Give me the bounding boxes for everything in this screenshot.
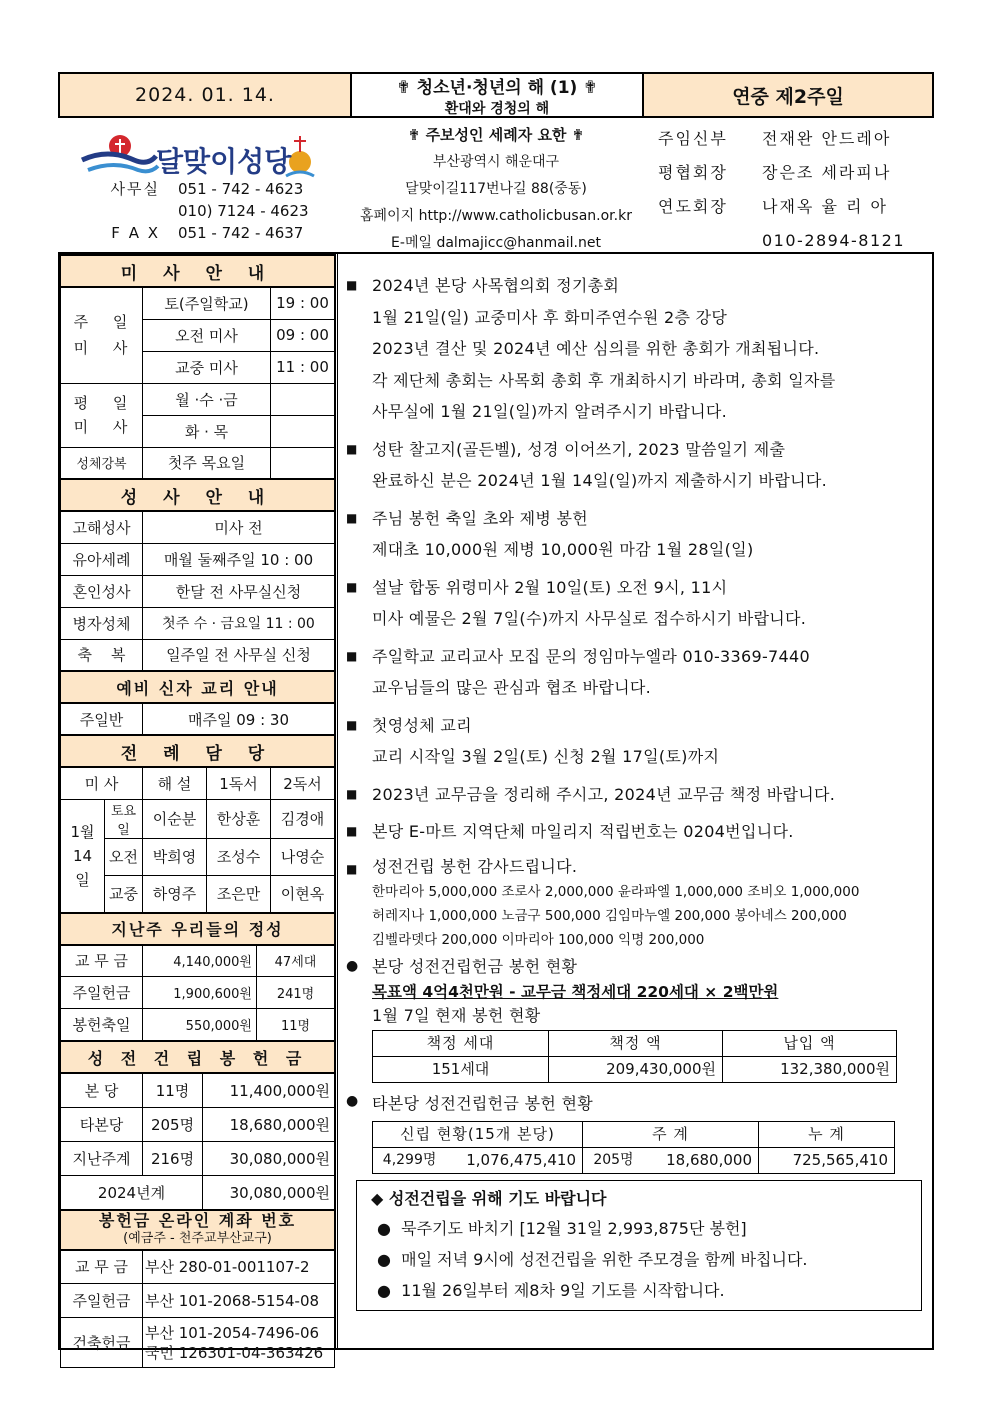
building-fund-title: 성 전 건 립 봉 헌 금 xyxy=(61,1041,335,1073)
mass-name: 화 · 목 xyxy=(143,415,271,447)
parish-fund-item: ● 본당 성전건립헌금 봉헌 현황 목표액 4억4천만원 - 교무금 책정세대 220세대 × 2백만원 1월 7일 현재 봉헌 현황 책정 세대 책정 액 납입 액 151세대 209,430,000원 132,380,000원 xyxy=(346,954,926,1083)
liturgy-header: 미 사 xyxy=(61,767,143,799)
catechism-value: 매주일 09 : 30 xyxy=(143,703,335,735)
account-name: 주일헌금 xyxy=(61,1284,143,1318)
mass-name: 토(주일학교) xyxy=(143,287,271,319)
fund-value: 725,565,410 xyxy=(759,1147,895,1173)
notice-item: ■ 첫영성체 교리 교리 시작일 3월 2일(토) 신청 2월 17일(토)까지 xyxy=(346,710,926,773)
prayer-text: 11월 26일부터 제8차 9일 기도를 시작합니다. xyxy=(401,1280,725,1300)
patron-saint: ✟ 주보성인 세례자 요한 ✟ xyxy=(407,126,585,144)
info-tables xyxy=(60,254,335,800)
prayer-text: 묵주기도 바치기 [12월 31일 2,993,875단 봉헌] xyxy=(401,1218,747,1238)
fund-name: 본 당 xyxy=(61,1073,143,1107)
mass-time xyxy=(271,415,335,447)
fund-amount: 11,400,000원 xyxy=(203,1073,335,1107)
fund-value: 132,380,000원 xyxy=(723,1056,897,1082)
parish-name: 달맞이성당 xyxy=(156,145,292,178)
left-column xyxy=(60,254,338,1362)
liturgy-header: 1독서 xyxy=(207,767,271,799)
liturgy-mass: 토요일 xyxy=(105,799,143,838)
donor-line: 한마리아 5,000,000 조로사 2,000,000 윤라파엘 1,000,000 조비오 1,000,000 xyxy=(372,883,860,900)
fax-number: 051 - 742 - 4637 xyxy=(178,224,304,242)
fund-header: 납입 액 xyxy=(723,1030,897,1056)
liturgy-reader2: 나영순 xyxy=(271,838,335,875)
notice-line: 본당 E-마트 지역단체 마일리지 적립번호는 0204번입니다. xyxy=(372,822,794,841)
weekday-mass-label: 평 일 미 사 xyxy=(61,383,143,447)
account-number: 부산 101-2054-7496-06 xyxy=(145,1323,320,1342)
liturgy-title: 전 례 담 당 xyxy=(61,735,335,767)
sacrament-value: 미사 전 xyxy=(143,511,335,543)
fund-value: 1,076,475,410 xyxy=(446,1147,582,1173)
notice-item: ■ 2023년 교무금을 정리해 주시고, 2024년 교무금 책정 바랍니다. xyxy=(346,779,926,811)
adoration-label: 성체강복 xyxy=(61,447,143,479)
prayer-item: ● 묵주기도 바치기 [12월 31일 2,993,875단 봉헌] xyxy=(377,1218,747,1238)
notice-item: ■ 주일학교 교리교사 모집 문의 정임마누엘라 010-3369-7440 교우님들의 많은 관심과 협조 바랍니다. xyxy=(346,641,926,704)
parish-fund-title: 본당 성전건립헌금 봉헌 현황 xyxy=(372,956,578,976)
other-fund-table xyxy=(372,1121,895,1174)
donors-title: 성전건립 봉헌 감사드립니다. xyxy=(372,856,578,876)
sunday-mass-label: 주 일 미 사 xyxy=(61,287,143,383)
offerings-title: 지난주 우리들의 정성 xyxy=(61,913,335,945)
notice-line: 교리 시작일 3월 2일(토) 신청 2월 17일(토)까지 xyxy=(372,747,720,766)
parish-fund-goal: 목표액 4억4천만원 - 교무금 책정세대 220세대 × 2백만원 xyxy=(372,982,779,1001)
prayer-item: ● 11월 26일부터 제8차 9일 기도를 시작합니다. xyxy=(377,1280,725,1300)
mass-time: 19 : 00 xyxy=(271,287,335,319)
sacrament-value: 첫주 수 · 금요일 11 : 00 xyxy=(143,607,335,639)
offering-amount: 4,140,000원 xyxy=(143,945,257,977)
other-fund-title: 타본당 성전건립헌금 봉헌 현황 xyxy=(372,1093,593,1113)
fund-header: 누 계 xyxy=(759,1121,895,1147)
notice-item: ■ 본당 E-마트 지역단체 마일리지 적립번호는 0204번입니다. xyxy=(346,816,926,848)
prayer-text: 매일 저녁 9시에 성전건립을 위한 주모경을 함께 바칩니다. xyxy=(401,1249,808,1269)
office-contacts xyxy=(98,178,309,244)
sacrament-value: 일주일 전 사무실 신청 xyxy=(143,639,335,671)
offering-name: 교 무 금 xyxy=(61,945,143,977)
notice-line: 2023년 교무금을 정리해 주시고, 2024년 교무금 책정 바랍니다. xyxy=(372,784,836,804)
liturgy-commentator: 이순분 xyxy=(143,799,207,838)
offering-count: 241명 xyxy=(257,977,335,1009)
fund-amount: 18,680,000원 xyxy=(203,1107,335,1141)
sacrament-value: 매월 둘째주일 10 : 00 xyxy=(143,543,335,575)
homepage-link[interactable]: 홈페이지 http://www.catholicbusan.or.kr xyxy=(360,208,632,224)
account-building-label: 건축헌금 xyxy=(61,1318,143,1368)
mass-name: 오전 미사 xyxy=(143,319,271,351)
notice-line: 첫영성체 교리 xyxy=(372,715,472,735)
notice-line: 주님 봉헌 축일 초와 제병 봉헌 xyxy=(372,508,589,528)
parish-logo xyxy=(78,126,308,186)
fund-header: 책정 세대 xyxy=(373,1030,549,1056)
parish-header xyxy=(58,118,934,250)
fund-amount: 30,080,000원 xyxy=(203,1141,335,1175)
notice-line: 주일학교 교리교사 모집 문의 정임마누엘라 010-3369-7440 xyxy=(372,646,810,666)
notice-line: 교우님들의 많은 관심과 협조 바랍니다. xyxy=(372,678,652,697)
offering-amount: 1,900,600원 xyxy=(143,977,257,1009)
notices-column xyxy=(346,270,926,1300)
other-fund-item: ● 타본당 성전건립헌금 봉헌 현황 신립 현황(15개 본당) 주 계 누 계 4,299명 1,076,475,410 205명 18,680,000 725,565,410 xyxy=(346,1089,926,1174)
account-number: 부산 280-01-001107-2 xyxy=(143,1250,335,1284)
staff-row: 주임신부 전재완 안드레아 xyxy=(658,129,892,148)
catechism-label: 주일반 xyxy=(61,703,143,735)
offering-count: 11명 xyxy=(257,1009,335,1041)
fund-year-label: 2024년계 xyxy=(61,1175,203,1209)
accounts-subtitle: (예금주 - 천주교부산교구) xyxy=(123,1230,272,1246)
offering-name: 봉헌축일 xyxy=(61,1009,143,1041)
notice-line: 2023년 결산 및 2024년 예산 심의를 위한 총회가 개최됩니다. xyxy=(372,339,820,358)
bulletin-date: 2024. 01. 14. xyxy=(60,74,352,116)
office-label: 사무실 xyxy=(110,180,160,198)
fund-value: 4,299명 xyxy=(373,1147,447,1173)
offering-name: 주일헌금 xyxy=(61,977,143,1009)
notice-line: 미사 예물은 2월 7일(수)까지 사무실로 접수하시기 바랍니다. xyxy=(372,609,807,628)
staff-phone: 010-2894-8121 xyxy=(762,231,906,250)
address-line1: 부산광역시 해운대구 xyxy=(432,154,560,170)
account-number: 부산 101-2068-5154-08 xyxy=(143,1284,335,1318)
prayer-item: ● 매일 저녁 9시에 성전건립을 위한 주모경을 함께 바칩니다. xyxy=(377,1249,808,1269)
notice-line: 설날 합동 위령미사 2월 10일(토) 오전 9시, 11시 xyxy=(372,577,728,597)
offering-amount: 550,000원 xyxy=(143,1009,257,1041)
parish-address xyxy=(350,122,642,257)
liturgy-header: 2독서 xyxy=(271,767,335,799)
notice-line: 성탄 찰고지(골든벨), 성경 이어쓰기, 2023 말씀일기 제출 xyxy=(372,439,786,459)
notice-item: ■ 설날 합동 위령미사 2월 10일(토) 오전 9시, 11시 미사 예물은 2월 7일(수)까지 사무실로 접수하시기 바랍니다. xyxy=(346,572,926,635)
notice-item: ■ 주님 봉헌 축일 초와 제병 봉헌 제대초 10,000원 제병 10,000원 마감 1월 28일(일) xyxy=(346,503,926,566)
fund-header: 신립 현황(15개 본당) xyxy=(373,1121,583,1147)
fund-count: 216명 xyxy=(143,1141,203,1175)
fund-header: 책정 액 xyxy=(549,1030,723,1056)
liturgy-date: 1월 14일 xyxy=(61,799,105,912)
theme-line1: ✟ 청소년·청년의 해 (1) ✟ xyxy=(396,77,598,98)
notice-item: ■ 성탄 찰고지(골든벨), 성경 이어쓰기, 2023 말씀일기 제출 완료하신 분은 2024년 1월 14일(일)까지 제출하시기 바랍니다. xyxy=(346,434,926,497)
accounts-table xyxy=(60,1209,335,1369)
fund-count: 11명 xyxy=(143,1073,203,1107)
prayer-title: ◆ 성전건립을 위해 기도 바랍니다 xyxy=(371,1188,607,1208)
bulletin-body xyxy=(58,252,934,1362)
mass-title: 미 사 안 내 xyxy=(61,255,335,287)
fund-value: 209,430,000원 xyxy=(549,1056,723,1082)
notice-line: 사무실에 1월 21일(일)까지 알려주시기 바랍니다. xyxy=(372,402,728,421)
parish-fund-table xyxy=(372,1030,897,1083)
office-phone2: 010) 7124 - 4623 xyxy=(178,202,309,220)
building-fund-table xyxy=(60,1040,335,1210)
notice-line: 1월 21일(일) 교중미사 후 화미주연수원 2층 강당 xyxy=(372,307,728,327)
fund-value: 205명 xyxy=(583,1147,644,1173)
liturgy-reader1: 조은만 xyxy=(207,875,271,912)
adoration-value: 첫주 목요일 xyxy=(143,447,271,479)
email-link[interactable]: E-메일 dalmajicc@hanmail.net xyxy=(391,235,601,251)
theme-line2: 환대와 경청의 해 xyxy=(444,100,550,117)
mass-time xyxy=(271,383,335,415)
year-theme xyxy=(352,74,644,116)
mass-time: 11 : 00 xyxy=(271,351,335,383)
bulletin-page xyxy=(58,72,934,1362)
account-number: 국민 126301-04-363426 xyxy=(145,1343,324,1362)
donor-line: 김벨라뎃다 200,000 이마리아 100,000 익명 200,000 xyxy=(372,931,705,948)
sacrament-value: 한달 전 사무실신청 xyxy=(143,575,335,607)
liturgy-header: 해 설 xyxy=(143,767,207,799)
fund-name: 타본당 xyxy=(61,1107,143,1141)
accounts-title-text: 봉헌금 온라인 계좌 번호 xyxy=(98,1210,297,1230)
liturgy-reader1: 조성수 xyxy=(207,838,271,875)
offering-count: 47세대 xyxy=(257,945,335,977)
account-building xyxy=(143,1318,335,1368)
staff-row: 평협회장 장은조 세라피나 xyxy=(658,163,892,182)
liturgy-mass: 교중 xyxy=(105,875,143,912)
top-bar xyxy=(58,72,934,118)
address-line2: 달맞이길117번나길 88(중동) xyxy=(405,181,587,197)
liturgy-reader1: 한상훈 xyxy=(207,799,271,838)
liturgy-reader2: 이현옥 xyxy=(271,875,335,912)
liturgy-reader2: 김경애 xyxy=(271,799,335,838)
fund-value: 18,680,000 xyxy=(644,1147,759,1173)
sacrament-name: 고해성사 xyxy=(61,511,143,543)
mass-name: 교중 미사 xyxy=(143,351,271,383)
office-phone1: 051 - 742 - 4623 xyxy=(178,180,304,198)
accounts-title xyxy=(61,1210,335,1250)
donors-item: ■ 성전건립 봉헌 감사드립니다. 한마리아 5,000,000 조로사 2,000,000 윤라파엘 1,000,000 조비오 1,000,000 허레지나 1,000,000 노금구 500,000 김임마누엘 200,000 봉아네스 200,000 김벨라뎃다 200,000 이마리아 100,000 익명 200,000 xyxy=(346,854,926,952)
sacrament-name: 병자성체 xyxy=(61,607,143,639)
mass-time: 09 : 00 xyxy=(271,319,335,351)
liturgy-commentator: 하영주 xyxy=(143,875,207,912)
notice-item: ■ 2024년 본당 사목협의회 정기총회 1월 21일(일) 교중미사 후 화미주연수원 2층 강당 2023년 결산 및 2024년 예산 심의를 위한 총회가 개최됩니다. 각 제단체 총회는 사목회 총회 후 개최하시기 바라며, 총회 일자를 사무실에 1월 21일(일)까지 알려주시기 바랍니다. xyxy=(346,270,926,428)
sacrament-name: 혼인성사 xyxy=(61,575,143,607)
notice-line: 완료하신 분은 2024년 1월 14일(일)까지 제출하시기 바랍니다. xyxy=(372,471,828,490)
donor-line: 허레지나 1,000,000 노금구 500,000 김임마누엘 200,000 봉아네스 200,000 xyxy=(372,907,847,924)
parish-fund-asof: 1월 7일 현재 봉헌 현황 xyxy=(372,1005,541,1025)
sacrament-name: 축 복 xyxy=(61,639,143,671)
liturgy-table xyxy=(60,799,335,913)
fund-count: 205명 xyxy=(143,1107,203,1141)
fund-header: 주 계 xyxy=(583,1121,759,1147)
mass-name: 월 ·수 ·금 xyxy=(143,383,271,415)
sacrament-name: 유아세례 xyxy=(61,543,143,575)
liturgy-mass: 오전 xyxy=(105,838,143,875)
staff-row: 연도회장 나재옥 율 리 아 xyxy=(658,197,888,216)
liturgy-commentator: 박희영 xyxy=(143,838,207,875)
notice-line: 각 제단체 총회는 사목회 총회 후 개최하시기 바라며, 총회 일자를 xyxy=(372,370,836,390)
fund-year-amount: 30,080,000원 xyxy=(203,1175,335,1209)
notice-line: 2024년 본당 사목협의회 정기총회 xyxy=(372,276,620,295)
catechism-title: 예비 신자 교리 안내 xyxy=(61,671,335,703)
offerings-table xyxy=(60,912,335,1042)
fax-label: F A X xyxy=(111,224,160,242)
notice-line: 제대초 10,000원 제병 10,000원 마감 1월 28일(일) xyxy=(372,540,754,559)
staff-list xyxy=(658,122,938,250)
sacrament-title: 성 사 안 내 xyxy=(61,479,335,511)
fund-name: 지난주계 xyxy=(61,1141,143,1175)
account-name: 교 무 금 xyxy=(61,1250,143,1284)
prayer-box xyxy=(356,1180,922,1311)
liturgical-week: 연중 제2주일 xyxy=(644,74,932,116)
fund-value: 151세대 xyxy=(373,1056,549,1082)
